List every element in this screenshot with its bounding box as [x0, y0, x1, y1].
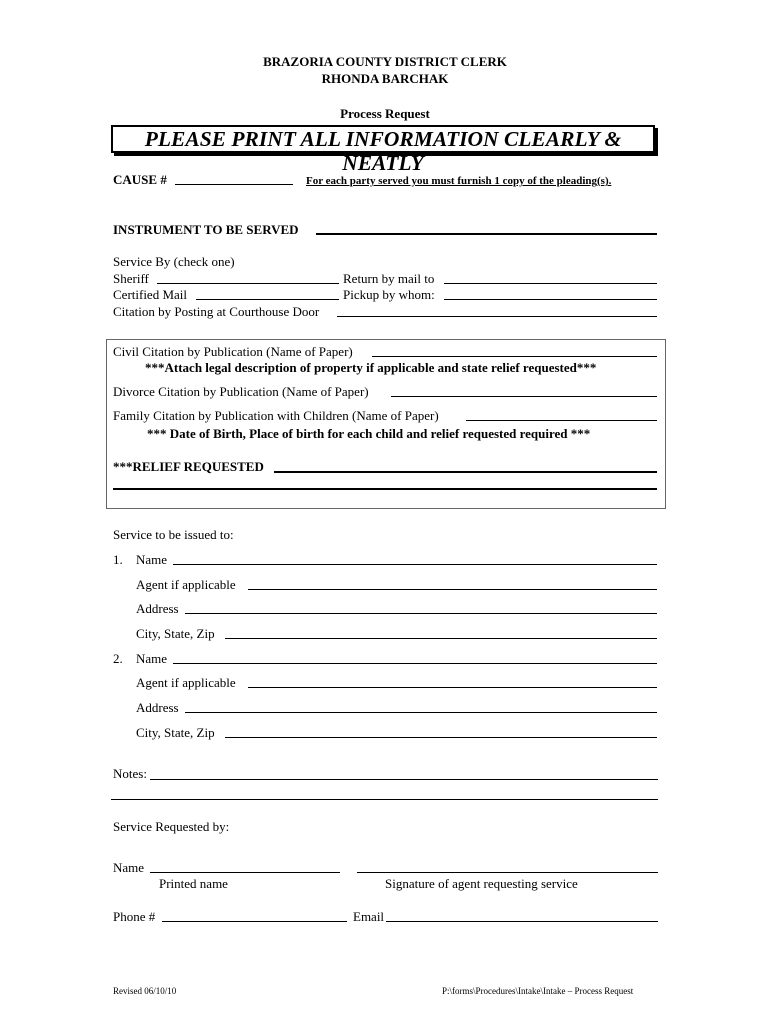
- party-2-name-label: Name: [136, 651, 168, 666]
- party-1-number: 1.: [113, 552, 123, 567]
- relief-requested-field[interactable]: [274, 471, 657, 473]
- civil-citation-label: Civil Citation by Publication (Name of Paper): [113, 344, 353, 359]
- requester-printed-name-field[interactable]: [150, 872, 340, 873]
- party-2-number: 2.: [113, 651, 123, 666]
- cause-label: CAUSE #: [113, 172, 167, 187]
- phone-field[interactable]: [162, 921, 347, 922]
- party-2-city-label: City, State, Zip: [136, 725, 215, 740]
- notes-field[interactable]: [150, 779, 658, 780]
- party-2-address-field[interactable]: [185, 712, 657, 713]
- relief-requested-label: ***RELIEF REQUESTED: [113, 459, 264, 474]
- printed-name-caption: Printed name: [159, 876, 228, 891]
- pickup-by-label: Pickup by whom:: [343, 287, 435, 302]
- sheriff-label: Sheriff: [113, 271, 149, 286]
- party-2-name-field[interactable]: [173, 663, 657, 664]
- print-clearly-banner: PLEASE PRINT ALL INFORMATION CLEARLY & NEATLY: [111, 125, 655, 153]
- party-1-name-label: Name: [136, 552, 168, 567]
- instrument-label: INSTRUMENT TO BE SERVED: [113, 222, 299, 237]
- issued-to-heading: Service to be issued to:: [113, 527, 234, 542]
- party-1-name-field[interactable]: [173, 564, 657, 565]
- notes-field-2[interactable]: [111, 799, 658, 800]
- email-label: Email: [353, 909, 385, 924]
- divorce-citation-field[interactable]: [391, 396, 657, 397]
- form-title: Process Request: [340, 106, 430, 121]
- civil-citation-note: ***Attach legal description of property if applicable and state relief requested***: [145, 360, 597, 375]
- party-1-agent-label: Agent if applicable: [136, 577, 236, 592]
- divorce-citation-label: Divorce Citation by Publication (Name of Paper): [113, 384, 369, 399]
- family-citation-note: *** Date of Birth, Place of birth for each child and relief requested required ***: [147, 426, 591, 441]
- requester-name-label: Name: [113, 860, 145, 875]
- file-path: P:\forms\Procedures\Intake\Intake – Process Request: [442, 986, 634, 996]
- relief-requested-field-2[interactable]: [113, 488, 657, 490]
- certified-mail-field[interactable]: [196, 299, 339, 300]
- signature-caption: Signature of agent requesting service: [385, 876, 578, 891]
- notes-label: Notes:: [113, 766, 147, 781]
- pleading-copy-note: For each party served you must furnish 1 copy of the pleading(s).: [306, 175, 612, 187]
- cause-number-field[interactable]: [175, 184, 293, 185]
- party-2-address-label: Address: [136, 700, 179, 715]
- pickup-by-field[interactable]: [444, 299, 657, 300]
- return-by-mail-label: Return by mail to: [343, 271, 435, 286]
- party-2-agent-field[interactable]: [248, 687, 657, 688]
- party-1-city-field[interactable]: [225, 638, 657, 639]
- civil-citation-field[interactable]: [372, 356, 657, 357]
- email-field[interactable]: [386, 921, 658, 922]
- phone-label: Phone #: [113, 909, 156, 924]
- sheriff-field[interactable]: [157, 283, 339, 284]
- revised-date: Revised 06/10/10: [113, 986, 177, 996]
- family-citation-label: Family Citation by Publication with Children (Name of Paper): [113, 408, 439, 423]
- requester-signature-field[interactable]: [357, 872, 658, 873]
- certified-mail-label: Certified Mail: [113, 287, 188, 302]
- requested-by-heading: Service Requested by:: [113, 819, 230, 834]
- family-citation-field[interactable]: [466, 420, 657, 421]
- clerk-name: RHONDA BARCHAK: [321, 71, 449, 86]
- clerk-office-title: BRAZORIA COUNTY DISTRICT CLERK: [263, 54, 507, 69]
- service-by-heading: Service By (check one): [113, 254, 235, 269]
- party-1-address-label: Address: [136, 601, 179, 616]
- party-2-agent-label: Agent if applicable: [136, 675, 236, 690]
- party-1-address-field[interactable]: [185, 613, 657, 614]
- party-1-city-label: City, State, Zip: [136, 626, 215, 641]
- party-2-city-field[interactable]: [225, 737, 657, 738]
- instrument-field[interactable]: [316, 233, 657, 235]
- citation-posting-field[interactable]: [337, 316, 657, 317]
- citation-posting-label: Citation by Posting at Courthouse Door: [113, 304, 320, 319]
- return-by-mail-field[interactable]: [444, 283, 657, 284]
- party-1-agent-field[interactable]: [248, 589, 657, 590]
